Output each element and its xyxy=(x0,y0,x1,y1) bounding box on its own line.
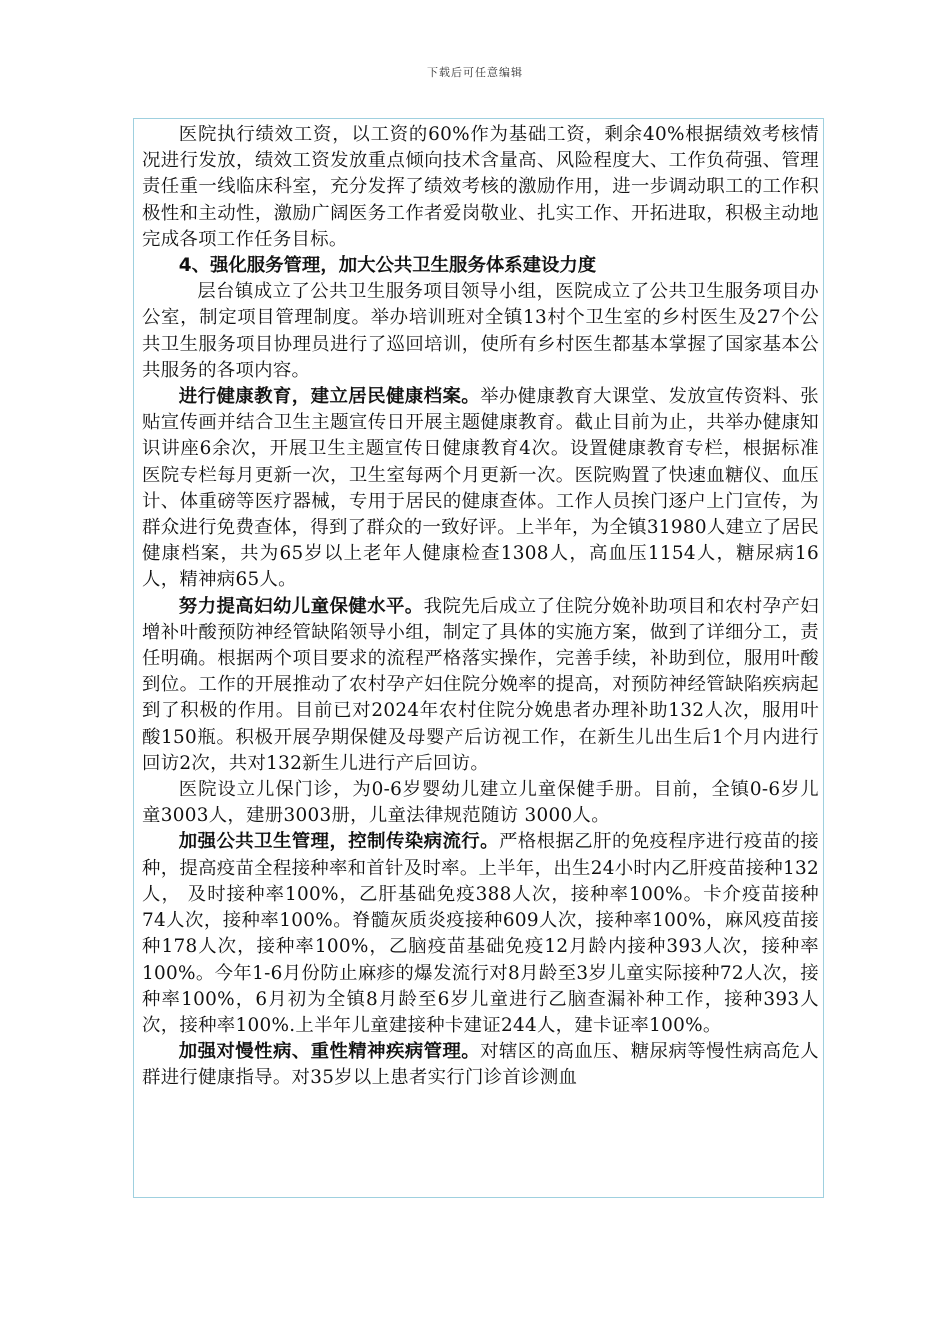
lead-health-education: 进行健康教育，建立居民健康档案。 xyxy=(178,386,481,408)
body-chronic-disease: 对辖区的高血压、糖尿病等慢性病高危人群进行健康指导。对35岁以上患者实行门诊首诊测血 xyxy=(142,1041,819,1089)
section-heading-4: 4、强化服务管理，加大公共卫生服务体系建设力度 xyxy=(178,255,597,277)
paragraph-public-health-team: 层台镇成立了公共卫生服务项目领导小组，医院成立了公共卫生服务项目办公室，制定项目管理制度。举办培训班对全镇13村个卫生室的乡村医生及27个公共卫生服务项目协理员进行了巡回培训，使所有乡村医生都基本掌握了国家基本公共服务的各项内容。 xyxy=(142,281,819,381)
body-health-education: 举办健康教育大课堂、发放宣传资料、张贴宣传画并结合卫生主题宣传日开展主题健康教育。截止目前为止，共举办健康知识讲座6余次，开展卫生主题宣传日健康教育4次。设置健康教育专栏，根据标准医院专栏每月更新一次，卫生室每两个月更新一次。医院购置了快速血糖仪、血压计、体重磅等医疗器械，专用于居民的健康查体。工作人员挨门逐户上门宣传，为群众进行免费查体，得到了群众的一致好评。上半年，为全镇31980人建立了居民健康档案，共为65岁以上老年人健康检查1308人，高血压1154人，糖尿病16人，精神病65人。 xyxy=(142,386,819,591)
paragraph-health-education xyxy=(142,384,819,594)
lead-maternal-child: 努力提高妇幼儿童保健水平。 xyxy=(178,595,424,617)
body-infectious-disease: 严格根据乙肝的免疫程序进行疫苗的接种，提高疫苗全程接种率和首针及时率。上半年，出生24小时内乙肝疫苗接种132人， 及时接种率100%，乙肝基础免疫388人次，接种率100%。卡介疫苗接种74人次，接种率100%。脊髓灰质炎疫接种609人次，接种率100%，麻风疫苗接种178人次，接种率100%，乙脑疫苗基础免疫12月龄内接种393人次，接种率100%。今年1-6月份防止麻疹的爆发流行对8月龄至3岁儿童实际接种72人次，接种率100%，6月初为全镇8月龄至6岁儿童进行乙脑查漏补种工作，接种393人次，接种率100%.上半年儿童建接种卡建证244人，建卡证率100%。 xyxy=(142,831,819,1036)
lead-infectious-disease: 加强公共卫生管理，控制传染病流行。 xyxy=(178,831,499,853)
paragraph-child-clinic: 医院设立儿保门诊，为0-6岁婴幼儿建立儿童保健手册。目前，全镇0-6岁儿童3003人，建册3003册，儿童法律规范随访 3000人。 xyxy=(142,779,819,827)
paragraph-maternal-child xyxy=(142,594,819,777)
paragraph-performance-pay: 医院执行绩效工资，以工资的60%作为基础工资，剩余40%根据绩效考核情况进行发放，绩效工资发放重点倾向技术含量高、风险程度大、工作负荷强、管理责任重一线临床科室，充分发挥了绩效考核的激励作用，进一步调动职工的工作积极性和主动性，激励广阔医务工作者爱岗敬业、扎实工作、开拓进取，积极主动地完成各项工作任务目标。 xyxy=(142,124,819,250)
paragraph-chronic-disease xyxy=(142,1039,819,1091)
document-body xyxy=(134,119,823,1092)
body-maternal-child: 我院先后成立了住院分娩补助项目和农村孕产妇增补叶酸预防神经管缺陷领导小组，制定了具体的实施方案，做到了详细分工，责任明确。根据两个项目要求的流程严格落实操作，完善手续，补助到位，服用叶酸到位。工作的开展推动了农村孕产妇住院分娩率的提高，对预防神经管缺陷疾病起到了积极的作用。目前已对2024年农村住院分娩患者办理补助132人次，服用叶酸150瓶。积极开展孕期保健及母婴产后访视工作，在新生儿出生后1个月内进行回访2次，共对132新生儿进行产后回访。 xyxy=(142,595,819,774)
document-frame xyxy=(133,118,824,1198)
paragraph-infectious-disease xyxy=(142,829,819,1039)
page-header: 下载后可任意编辑 xyxy=(427,66,523,79)
lead-chronic-disease: 加强对慢性病、重性精神疾病管理。 xyxy=(178,1041,481,1063)
